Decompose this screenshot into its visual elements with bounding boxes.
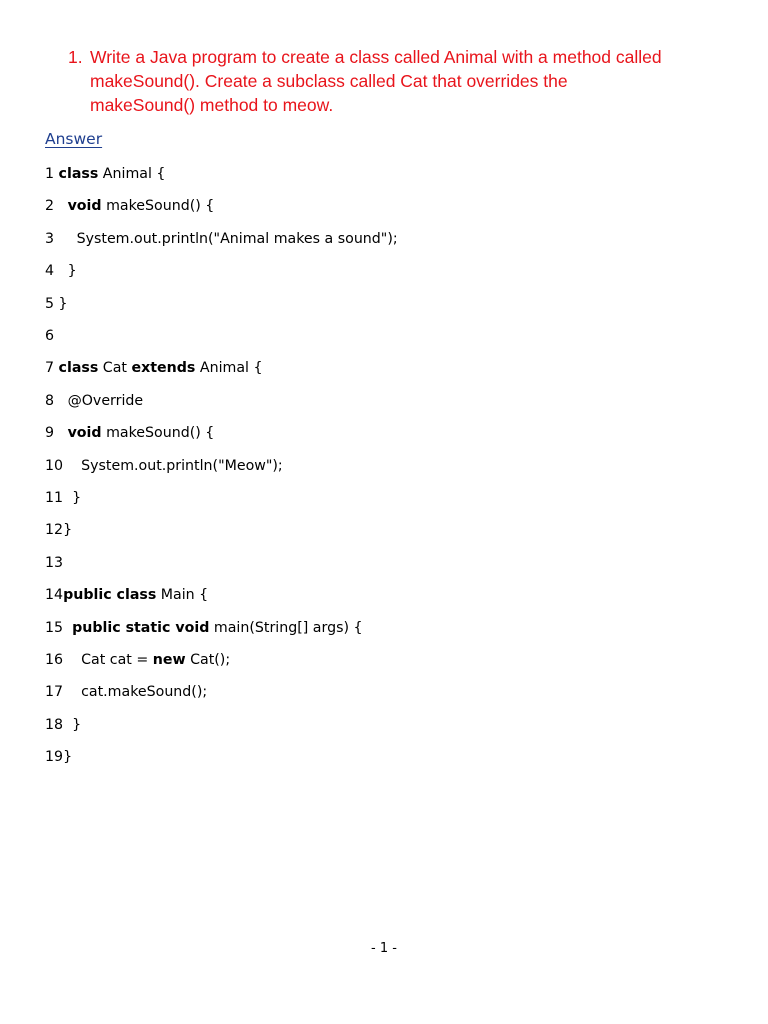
code-line: [45, 552, 63, 574]
line-number: 2: [45, 198, 55, 215]
line-indent: [63, 490, 72, 506]
question-text: Write a Java program to create a class called Animal with a method called makeSound(). Create a subclass called Cat that overrides the makeSound() method to meow.: [90, 47, 662, 115]
code-line: [45, 422, 214, 444]
page-number: - 1 -: [371, 941, 397, 956]
code-text: }: [67, 263, 77, 280]
code-keyword: class: [58, 166, 99, 182]
code-text: }: [63, 749, 73, 766]
line-number: 5: [45, 295, 55, 312]
line-number: 18: [45, 716, 64, 733]
line-number: 4: [45, 263, 55, 280]
code-text: Main {: [156, 587, 209, 604]
code-line: [45, 746, 72, 768]
line-number: 19: [45, 749, 64, 766]
line-number: 11: [45, 490, 64, 506]
line-number: 16: [45, 652, 64, 668]
line-indent: [54, 393, 68, 409]
line-indent: [54, 425, 68, 441]
code-line: [45, 260, 77, 282]
code-text: main(String[] args) {: [209, 619, 363, 636]
line-number: 14: [45, 587, 64, 604]
code-keyword: extends: [131, 360, 196, 377]
line-number: 7: [45, 360, 55, 377]
code-line: [45, 617, 363, 639]
code-text: }: [72, 716, 82, 733]
code-keyword: new: [152, 652, 186, 668]
question-number: 1.: [68, 47, 83, 67]
line-number: 8: [45, 392, 55, 409]
code-line: [45, 357, 263, 379]
code-line: [45, 649, 230, 671]
code-text: System.out.println("Animal makes a sound");: [76, 230, 398, 247]
code-keyword: public static void: [72, 619, 210, 636]
code-text: Cat: [98, 360, 132, 377]
line-indent: [54, 263, 68, 279]
code-text: }: [58, 295, 68, 312]
line-number: 9: [45, 425, 55, 442]
code-text: }: [72, 490, 82, 506]
line-number: 1: [45, 166, 55, 182]
code-line: [45, 714, 81, 736]
line-indent: [63, 684, 81, 700]
line-number: 13: [45, 554, 64, 571]
code-line: [45, 325, 54, 347]
code-line: [45, 228, 398, 250]
line-indent: [63, 620, 72, 636]
line-indent: [63, 458, 81, 474]
code-text: makeSound() {: [101, 198, 215, 215]
code-keyword: void: [67, 425, 102, 442]
code-keyword: class: [58, 360, 99, 377]
line-number: 15: [45, 619, 64, 636]
code-text: }: [63, 522, 73, 539]
line-indent: [63, 717, 72, 733]
code-line: [45, 584, 208, 606]
code-text: Cat cat =: [81, 652, 153, 668]
line-indent: [54, 198, 68, 214]
line-number: 3: [45, 230, 55, 247]
code-text: cat.makeSound();: [81, 684, 208, 701]
code-text: Animal {: [98, 166, 166, 182]
code-text: @Override: [67, 392, 144, 409]
code-keyword: public class: [63, 587, 157, 604]
code-line: [45, 681, 207, 703]
code-keyword: void: [67, 198, 102, 215]
code-text: System.out.println("Meow");: [81, 457, 283, 474]
line-number: 17: [45, 684, 64, 701]
question-item: [68, 45, 668, 117]
line-indent: [54, 231, 77, 247]
line-indent: [63, 652, 81, 668]
code-text: Animal {: [195, 360, 263, 377]
code-line: [45, 487, 81, 509]
code-text: Cat();: [185, 652, 231, 668]
code-line: [45, 195, 214, 217]
code-line: [45, 293, 68, 315]
code-line: [45, 455, 283, 477]
code-text: makeSound() {: [101, 425, 215, 442]
line-number: 6: [45, 328, 55, 344]
code-line: [45, 519, 72, 541]
answer-heading: Answer: [45, 130, 103, 148]
code-line: [45, 163, 165, 185]
code-line: [45, 390, 143, 412]
line-number: 10: [45, 457, 64, 474]
line-number: 12: [45, 522, 64, 539]
